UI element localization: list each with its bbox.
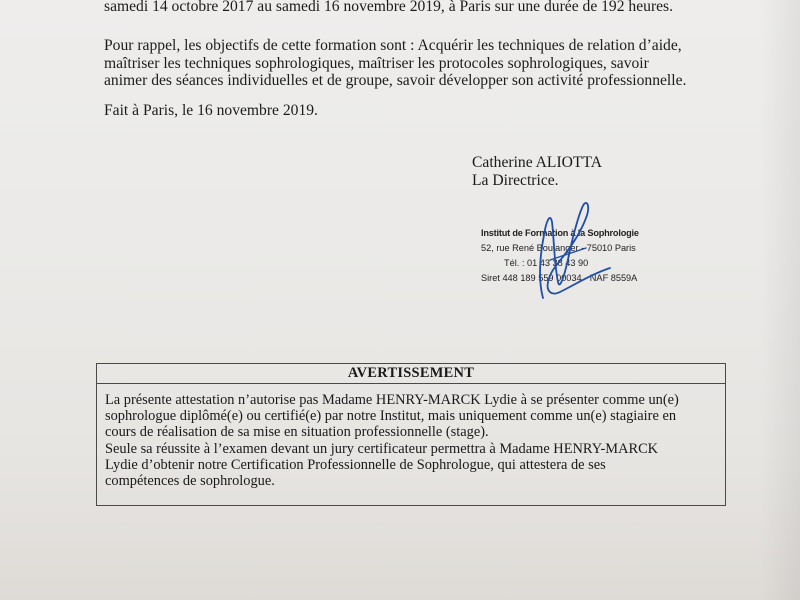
intro-line: samedi 14 octobre 2017 au samedi 16 novembre 2019, à Paris sur une durée de 192 heures. — [104, 0, 674, 15]
warning-line: sophrologue diplômé(e) ou certifié(e) par notre Institut, mais uniquement comme un(e) stagiaire en — [105, 408, 677, 425]
signatory-name: Catherine ALIOTTA — [472, 154, 602, 171]
paper-shadow — [760, 0, 800, 600]
warning-line: Lydie d’obtenir notre Certification Professionnelle de Sophrologue, qui attestera de ses — [105, 456, 606, 473]
signature-stroke — [540, 203, 610, 298]
stamp-address: 52, rue René Boulanger - 75010 Paris — [481, 243, 636, 253]
objectives-line: Pour rappel, les objectifs de cette formation sont : Acquérir les techniques de relation d’aide, — [104, 37, 682, 54]
warning-body — [105, 392, 679, 489]
warning-line: Seule sa réussite à l’examen devant un jury certificateur permettra à Madame HENRY-MARCK — [105, 440, 659, 457]
handwritten-signature — [510, 200, 630, 305]
objectives-line: maîtriser les techniques sophrologiques, maîtriser les protocoles sophrologiques, savoir — [104, 54, 649, 72]
signatory-role: La Directrice. — [472, 172, 559, 189]
warning-box — [96, 363, 726, 506]
stamp-phone: Tél. : 01 43 38 43 90 — [504, 258, 589, 268]
place-date: Fait à Paris, le 16 novembre 2019. — [104, 102, 318, 119]
warning-line: compétences de sophrologue. — [105, 473, 275, 490]
stamp-title: Institut de Formation à la Sophrologie — [481, 228, 639, 238]
objectives-line: animer des séances individuelles et de groupe, savoir développer son activité professionnelle. — [104, 72, 687, 89]
objectives-paragraph — [104, 37, 686, 90]
warning-line: La présente attestation n’autorise pas Madame HENRY-MARCK Lydie à se présenter comme un(e) — [105, 392, 679, 408]
warning-title: AVERTISSEMENT — [97, 364, 725, 384]
stamp-siret: Siret 448 189 559 00034 - NAF 8559A — [481, 273, 638, 283]
warning-line: cours de réalisation de sa mise en situation professionnelle (stage). — [105, 424, 489, 441]
